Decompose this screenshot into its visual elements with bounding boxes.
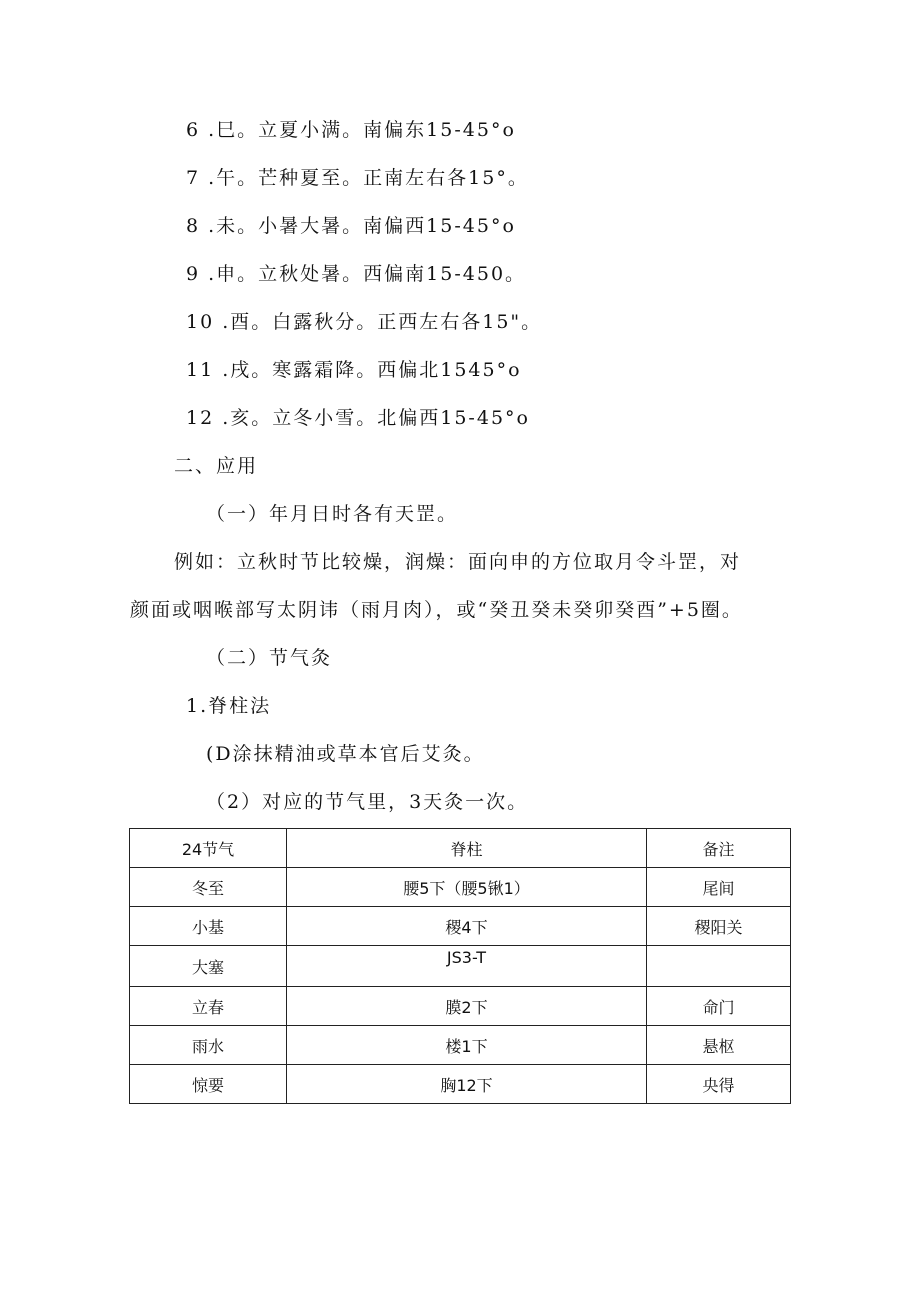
header-cell: 备注 <box>647 829 791 868</box>
table-row <box>130 946 791 987</box>
paragraph-line-1: 例如：立秋时节比较燥，润燥：面向申的方位取月令斗罡，对 <box>174 551 742 573</box>
table-cell: 雨水 <box>130 1026 287 1065</box>
table-cell: 大塞 <box>130 946 287 987</box>
table-cell: 稷阳关 <box>647 907 791 946</box>
paragraph-line-2: 颜面或咽喉部写太阴讳（雨月肉），或“癸丑癸未癸卯癸酉”+5圈。 <box>130 599 743 621</box>
header-cell: 脊柱 <box>287 829 647 868</box>
text-line-7: 7 .午。芒种夏至。正南左右各15°。 <box>186 167 529 189</box>
table-cell: 楼1下 <box>287 1026 647 1065</box>
table-cell: 腰5下（腰5锹1） <box>287 868 647 907</box>
table-cell: 惊要 <box>130 1065 287 1104</box>
section-heading-application: 二、应用 <box>174 455 259 477</box>
method-heading: 1.脊柱法 <box>186 695 272 717</box>
text-line-12: 12 .亥。立冬小雪。北偏西15-45°o <box>186 407 530 429</box>
text-line-10: 10 .酉。白露秋分。正西左右各15"。 <box>186 311 543 333</box>
subheading-1: （一）年月日时各有天罡。 <box>206 503 459 525</box>
text-line-6: 6 .巳。立夏小满。南偏东15-45°o <box>186 119 516 141</box>
table-header-row <box>130 829 791 868</box>
table-cell: 稷4下 <box>287 907 647 946</box>
header-cell: 24节气 <box>130 829 287 868</box>
subheading-2: （二）节气灸 <box>206 647 333 669</box>
table-cell: 冬至 <box>130 868 287 907</box>
table-cell: 立春 <box>130 987 287 1026</box>
text-line-9: 9 .申。立秋处暑。西偏南15-450。 <box>186 263 527 285</box>
table-cell: 胸12下 <box>287 1065 647 1104</box>
table-cell: 膜2下 <box>287 987 647 1026</box>
table-cell: 央得 <box>647 1065 791 1104</box>
table-cell: 小基 <box>130 907 287 946</box>
table-row <box>130 1026 791 1065</box>
table-row <box>130 868 791 907</box>
table-row <box>130 987 791 1026</box>
text-line-11: 11 .戌。寒露霜降。西偏北1545°o <box>186 359 522 381</box>
table-cell: 尾间 <box>647 868 791 907</box>
table-cell: 悬枢 <box>647 1026 791 1065</box>
table-row <box>130 1065 791 1104</box>
table-cell <box>647 946 791 987</box>
table-cell: 命门 <box>647 987 791 1026</box>
method-item-1: (D涂抹精油或草本官后艾灸。 <box>206 743 485 765</box>
table-row <box>130 907 791 946</box>
solar-term-table <box>129 828 791 1104</box>
text-line-8: 8 .未。小暑大暑。南偏西15-45°o <box>186 215 516 237</box>
method-item-2: （2）对应的节气里，3天灸一次。 <box>206 791 529 813</box>
table-cell: JS3-T <box>287 946 647 987</box>
